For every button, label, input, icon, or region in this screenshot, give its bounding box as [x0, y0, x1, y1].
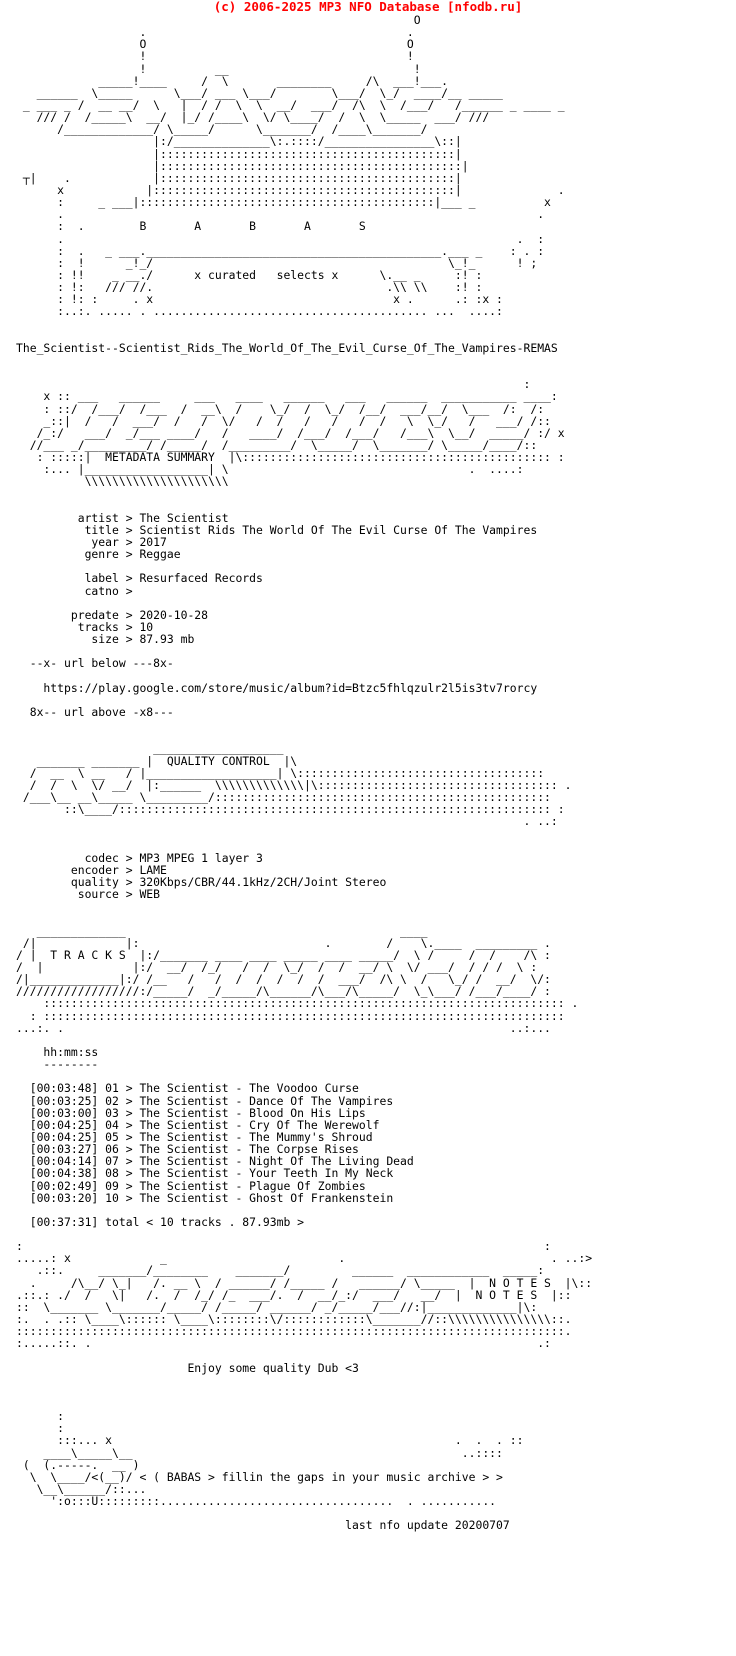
nfo-line: : :::::::::::::::::::::::::::::::::::::::::::::::::::::::::::::::::::::::::::: [16, 1008, 565, 1023]
nfo-line: . ..: [16, 814, 558, 829]
nfo-line: : : [16, 1239, 551, 1254]
nfo-line: /_:/ ___/ _/___ ____/ / ____/ /___/ /___/ /___\ \__/ _____/ :/ x [16, 425, 565, 440]
nfo-line: O O [16, 37, 414, 52]
nfo-line: The_Scientist--Scientist_Rids_The_World_Of_The_Evil_Curse_Of_The_Vampires-REMAS [16, 340, 558, 355]
nfo-line: \ \____/<(__)/ < ( BABAS > fillin the gaps in your music archive > > [16, 1469, 503, 1484]
nfo-line: predate > 2020-10-28 [16, 607, 209, 622]
nfo-line: : !: : . x x . .: :x : [16, 292, 503, 307]
nfo-line: .::. _______/________ _______/ ______ ____________ _____: [16, 1263, 545, 1278]
site-banner: (c) 2006-2025 MP3 NFO Database [nfodb.ru] [213, 0, 523, 14]
nfo-line: :.....::. . .: [16, 1336, 551, 1351]
nfo-line: hh:mm:ss [16, 1044, 99, 1059]
nfo-line: title > Scientist Rids The World Of The Evil Curse Of The Vampires [16, 522, 538, 537]
nfo-line: : [16, 1421, 65, 1436]
nfo-line [16, 500, 732, 512]
nfo-line [16, 487, 732, 499]
nfo-line: . /\__/ \_| /. __ \ / ______/ /_____ / ______/ \_____ | N O T E S |\:: [16, 1275, 593, 1290]
nfo-line: [00:03:27] 06 > The Scientist - The Corpse Rises [16, 1142, 359, 1157]
nfo-line: |:::::::::::::::::::::::::::::::::::::::::::| [16, 146, 462, 161]
nfo-line: encoder > LAME [16, 862, 167, 877]
nfo-line: /___\__ __\_____ \_________/::::::::::::::::::::::::::::::::::::::::::::::::: [16, 790, 551, 804]
nfo-line: ___________________ [16, 741, 284, 756]
nfo-line: \\\\\\\\\\\\\\\\\\\\\ [16, 474, 229, 489]
nfo-text [16, 14, 732, 1532]
nfo-line [16, 1374, 732, 1386]
nfo-line: : [16, 377, 531, 392]
nfo-line [16, 1349, 732, 1361]
nfo-line: size > 87.93 mb [16, 632, 195, 647]
nfo-line: : ::/ /___/ /___ / __\ / \_/ / \_/ /__/ ___/__/ \___ /: /: [16, 401, 545, 416]
nfo-line: /_____________/ \_____/ \_______/ /____\_______/ [16, 122, 428, 137]
nfo-line: / / \ \/ __/ |:______ \\\\\\\\\\\\\|\::::::::::::::::::::::::::::::::::: . [16, 777, 572, 792]
nfo-line: codec > MP3 MPEG 1 layer 3 [16, 850, 263, 865]
nfo-line: genre > Reggae [16, 547, 181, 562]
nfo-line [16, 718, 732, 730]
nfo-line [16, 1386, 732, 1398]
nfo-line: . . [16, 207, 545, 222]
nfo-line: : !: /// //. .\\ \\ :! : [16, 280, 483, 295]
nfo-line: :::::::::::::::::::::::::::::::::::::::::::::::::::::::::::::::::::::::::::: . [16, 996, 579, 1011]
nfo-line: : _ ___|:::::::::::::::::::::::::::::::::::::::::::|___ _ x [16, 195, 551, 210]
nfo-line: ____\_____\__ ..:::: [16, 1445, 503, 1460]
nfo-line: |:/______________\:.::::/________________\::| [16, 134, 462, 149]
nfo-line: [00:37:31] total < 10 tracks . 87.93mb > [16, 1214, 305, 1229]
nfo-line: /| |: . / \.____ _________ . [16, 935, 551, 950]
nfo-line: :..:. ..... . ........................................ ... ....: [16, 304, 503, 319]
nfo-line: [00:04:25] 05 > The Scientist - The Mummy's Shroud [16, 1129, 373, 1144]
nfo-line: / | T R A C K S |:/_______ ____ ____ _____ ____ _____/ \ / / / /\ : [16, 947, 551, 962]
nfo-line: ':o:::U:::::::::.................................. . ........... [16, 1494, 497, 1509]
nfo-line: ::\____/::::::::::::::::::::::::::::::::::::::::::::::::::::::::::::::: : [16, 802, 565, 817]
nfo-line: source > WEB [16, 887, 161, 902]
nfo-line: _____!____ / \ ________ /\ ___!___. [16, 73, 449, 88]
nfo-line: [00:04:14] 07 > The Scientist - Night Of The Living Dead [16, 1154, 414, 1169]
nfo-line [16, 354, 732, 366]
nfo-line: ┬| . |:::::::::::::::::::::::::::::::::::::::::::| [16, 170, 462, 185]
nfo-line: . . [16, 25, 414, 40]
nfo-line: : :::::| METADATA SUMMARY |\::::::::::::::::::::::::::::::::::::::::::::: : [16, 450, 565, 465]
nfo-line: .....: x _ . . ..:> [16, 1251, 593, 1266]
nfo-line: ...:. . ..:... [16, 1020, 551, 1035]
nfo-line: Enjoy some quality Dub <3 [16, 1360, 359, 1375]
nfo-line: :::... x . . . :: [16, 1433, 524, 1448]
nfo-line: --x- url below ---8x- [16, 656, 174, 671]
nfo-line: / | |:/ __/ /_/ / / \_/ / / __/ \ \/ ___/ / / / \ : [16, 959, 538, 974]
nfo-line: ! __ ! [16, 61, 421, 76]
nfo-line: -------- [16, 1057, 99, 1072]
nfo-line: //___ _/_________/ /_____/ /_________/ \_____/ \_______/ \_____/____/:: [16, 437, 538, 452]
nfo-line: \__\______/::... [16, 1482, 147, 1497]
nfo-line: /// / /_____\ __/ |_/ /____\ \/ \____/ / \ \_____ ___/ /// [16, 110, 490, 125]
nfo-line: ::::::::::::::::::::::::::::::::::::::::::::::::::::::::::::::::::::::::::::::::. [16, 1324, 572, 1339]
nfo-line: :. . .:: \____\:::::: \____\::::::::\/::::::::::::\_______//::\\\\\\\\\\\\\\\::. [16, 1312, 572, 1327]
nfo-line [16, 1034, 732, 1046]
nfo-line: :... |__________________| \ . ....: [16, 462, 524, 477]
nfo-line: : . B A B A S [16, 219, 366, 234]
nfo-line: : . _ ___.___________________________________________.___ _ : . : [16, 243, 545, 258]
nfo-line: year > 2017 [16, 535, 167, 550]
nfo-line [16, 912, 732, 924]
nfo-line [16, 318, 732, 330]
nfo-line: tracks > 10 [16, 620, 154, 635]
nfo-line: //////////////////:/_____/ _/_____/\______/\___/\_____/ \_\___/ /___/____/ : [16, 984, 551, 999]
nfo-line: label > Resurfaced Records [16, 571, 263, 586]
nfo-line: . . : [16, 231, 545, 246]
nfo-line: quality > 320Kbps/CBR/44.1kHz/2CH/Joint Stereo [16, 874, 387, 889]
nfo-line: https://play.google.com/store/music/album?id=Btzc5fhlqzulr2l5is3tv7rorcy [16, 680, 538, 695]
nfo-line: / __ \ __ / |___________________| \:::::::::::::::::::::::::::::::::::: [16, 765, 545, 780]
nfo-line: x :: ___ ______ ___ ____ ______ ___ ______ ___________ ____: [16, 389, 558, 404]
nfo-line: : ! _!_/ \_!_ ! ; [16, 255, 538, 270]
nfo-line: [00:03:20] 10 > The Scientist - Ghost Of Frankenstein [16, 1190, 394, 1205]
nfo-line: : !! _ __./ x curated selects x \.__ _ :! : [16, 267, 483, 282]
nfo-line: last nfo update 20200707 [16, 1518, 510, 1532]
nfo-line: _______ _______ | QUALITY CONTROL |\ [16, 753, 298, 768]
nfo-line: : [16, 1409, 65, 1424]
nfo-line: [00:03:00] 03 > The Scientist - Blood On His Lips [16, 1105, 366, 1120]
nfo-line [16, 330, 732, 342]
nfo-line [16, 900, 732, 912]
nfo-line: ______ \_____ \___/ ___ \___/ \___/ \_/ ____/__ _____ [16, 85, 503, 100]
nfo-line: _____________ ____ [16, 923, 428, 938]
nfo-line: catno > [16, 583, 133, 598]
nfo-line: O [16, 14, 421, 27]
nfo-line: [00:03:25] 02 > The Scientist - Dance Of The Vampires [16, 1093, 394, 1108]
nfo-line: |::::::::::::::::::::::::::::::::::::::::::::| [16, 158, 469, 173]
nfo-line [16, 827, 732, 839]
nfo-line: [00:04:25] 04 > The Scientist - Cry Of The Werewolf [16, 1117, 380, 1132]
nfo-line: _ ___ _ / __ __/ \ | / / \ \ __/ ___/ /\ \ /___/ /______ _ ____ _ [16, 97, 565, 112]
nfo-line: [00:02:49] 09 > The Scientist - Plague Of Zombies [16, 1178, 366, 1193]
nfo-line: .::.: ./ / \| /. / /_/ /_ ___/. / __/_:/ ___/ __/ | N O T E S |:: [16, 1287, 572, 1302]
nfo-line: ! ! [16, 49, 414, 64]
nfo-line: [00:04:38] 08 > The Scientist - Your Teeth In My Neck [16, 1166, 394, 1181]
nfo-line: _::| / / ___/ / / \/ / / / / / / \ \_/ / ___/ /:: [16, 413, 551, 428]
nfo-line: ( (.-----. __ ) [16, 1457, 140, 1472]
nfo-line: :: \_______ \_______/_____/ /_____/ ______/ _/_____/___//:|_____________|\: [16, 1299, 538, 1314]
nfo-line: artist > The Scientist [16, 510, 229, 525]
nfo-line [16, 1398, 732, 1410]
nfo-line: /|_____________|:/ /__ / / / / / / / ___/ /\ \ / \_/ / __/ \/: [16, 972, 551, 987]
nfo-line: [00:03:48] 01 > The Scientist - The Voodoo Curse [16, 1081, 359, 1096]
nfo-line: 8x-- url above -x8--- [16, 705, 174, 720]
nfo-line [16, 670, 732, 682]
nfo-line: x |::::::::::::::::::::::::::::::::::::::::::::| . [16, 182, 565, 197]
nfo-line [16, 840, 732, 852]
